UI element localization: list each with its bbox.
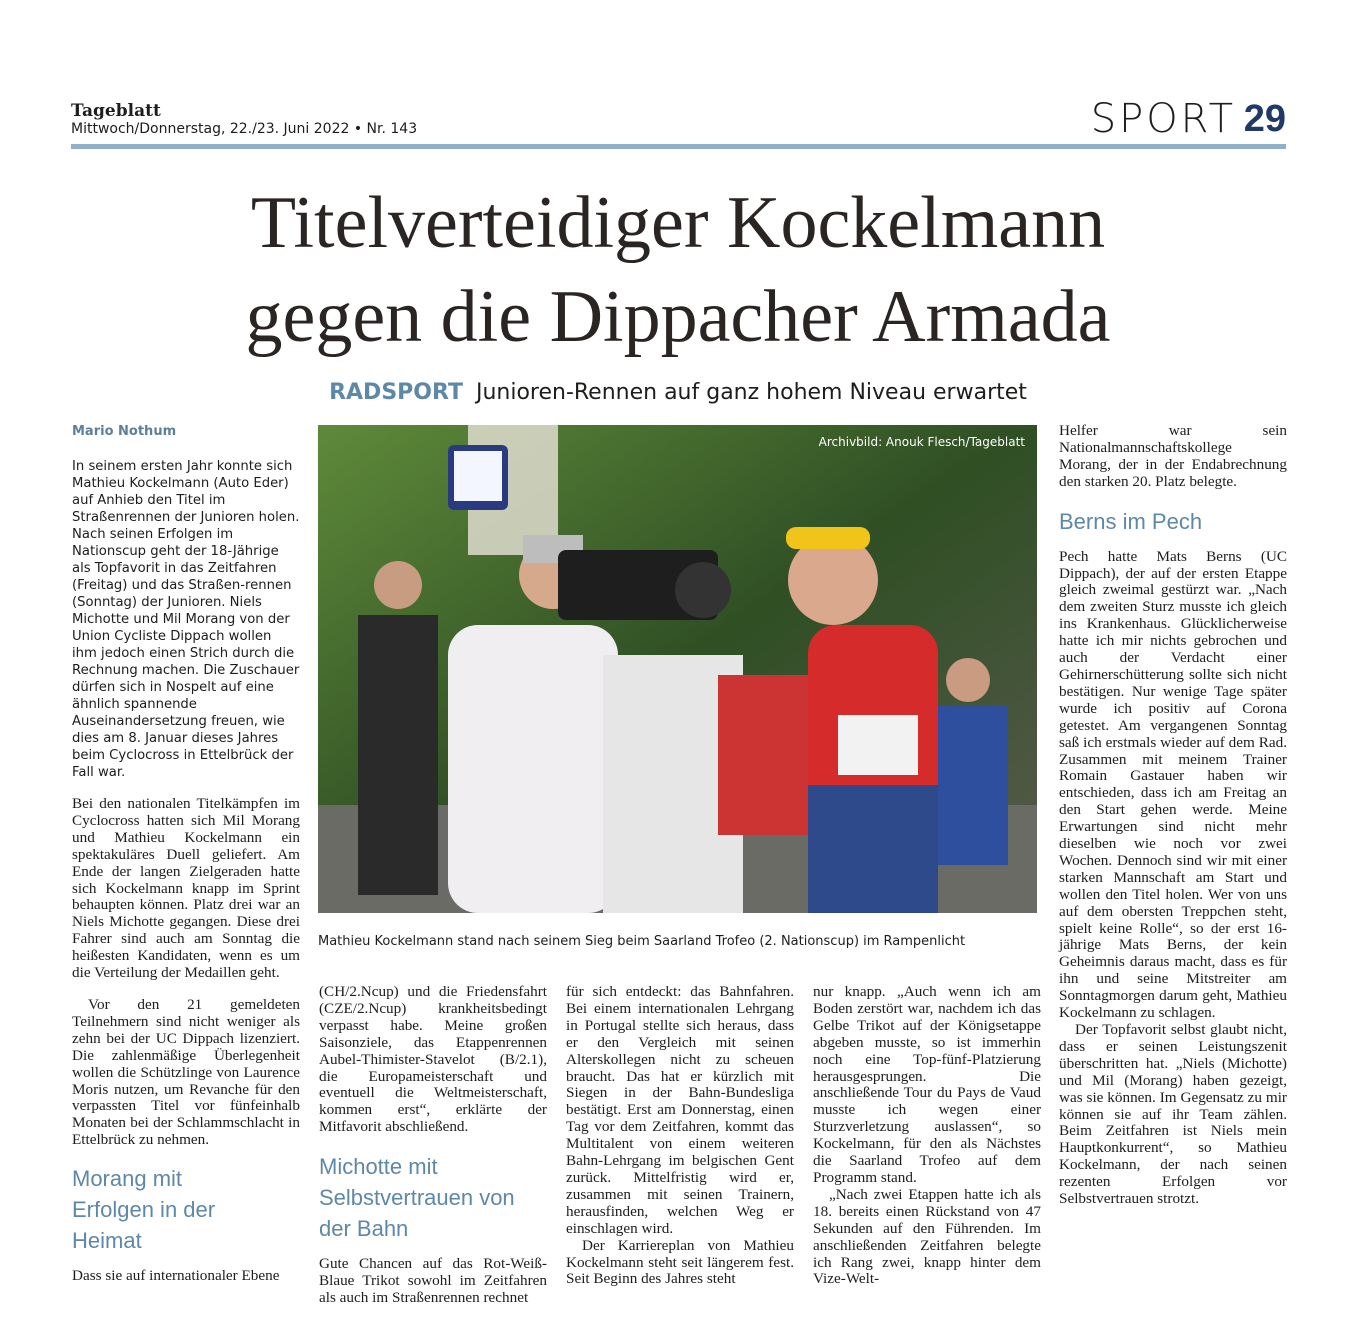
kicker-text: Junioren-Rennen auf ganz hohem Niveau erwartet (475, 380, 1027, 405)
subheading: Morang mit Erfolgen in der Heimat (72, 1166, 216, 1254)
paragraph: Pech hatte Mats Berns (UC Dippach), der auf der ersten Etappe gleich zweimal gestürzt war. „Nach dem zweiten Sturz musste ich gleich ins Krankenhaus. Glücklicherweise hatte ich mir nichts gebrochen und auch der Verdacht einer Gehirnerschütterung sollte sich nicht bestätigen. Nur wenige Tage später wurde ich positiv auf Corona getestet. Am vergangenen Sonntag saß ich erstmals wieder auf dem Rad. Zusammen mit meinem Trainer Romain Gastauer haben wir entschieden, dass ich am Freitag an den Start gehen werde. Meine Erwartungen sind nicht mehr dieselben wie noch vor zwei Wochen. Dennoch sind wir mit einer starken Mannschaft am Start und wollen den Titel holen. Wer von uns auf dem obersten Treppchen steht, spielt keine Rolle“, so der erst 16-jährige Mats Berns, der kein Geheimnis daraus macht, dass es für ihn und seine Mitstreiter am Sonntagmorgen darum geht, Mathieu Kockelmann zu schlagen. (1059, 547, 1287, 1022)
paragraph: Gute Chancen auf das Rot-Weiß-Blaue Trikot sowohl im Zeitfahren als auch im Straßenrennen rechnet (319, 1255, 547, 1306)
headline (0, 176, 1356, 364)
paragraph: Der Karriereplan von Mathieu Kockelmann steht seit längerem fest. Seit Beginn des Jahres steht (566, 1236, 794, 1288)
lead-paragraph: In seinem ersten Jahr konnte sich Mathieu Kockelmann (Auto Eder) auf Anhieb den Titel im Straßenrennen der Junioren holen. Nach seinen Erfolgen im Nationscup geht der 18-Jährige als Topfavorit in das Zeitfahren (Freitag) und das Straßen-rennen (Sonntag) der Junioren. Niels Michotte und Mil Morang von der Union Cycliste Dippach wollen ihm jedoch einen Strich durch die Rechnung machen. Die Zuschauer dürfen sich in Nospelt auf eine ähnlich spannende Auseinandersetzung freuen, wie dies am 8. Januar dieses Jahres beim Cyclocross in Ettelbrück der Fall war. (72, 459, 300, 780)
header-rule (71, 144, 1286, 149)
column-4 (813, 984, 1041, 1288)
column-5 (1059, 423, 1287, 1208)
paragraph: für sich entdeckt: das Bahnfahren. Bei einem internationalen Lehrgang in Portugal stellte sich heraus, dass er den Vergleich mit seinen Alterskollegen nicht zu scheuen braucht. Das hat er kürzlich mit Siegen in der Bahn-Bundesliga bestätigt. Erst am Donnerstag, einen Tag vor dem Zeitfahren, kommt das Multitalent von einem weiteren Bahn-Lehrgang im belgischen Gent zurück. Mittelfristig wird er, zusammen mit seinen Trainern, herausfinden, welchen Weg er einschlagen wird. (566, 983, 794, 1237)
paragraph: „Nach zwei Etappen hatte ich als 18. bereits einen Rückstand von 47 Sekunden auf den Führenden. Im anschließenden Zeitfahren belegte ich Rang zwei, knapp hinter dem Vize-Welt- (813, 1185, 1041, 1288)
article-photo (318, 425, 1037, 913)
photo-caption: Mathieu Kockelmann stand nach seinem Sieg beim Saarland Trofeo (2. Nationscup) im Rampenlicht (318, 934, 966, 949)
paragraph: (CH/2.Ncup) und die Friedensfahrt (CZE/2.Ncup) krankheitsbedingt verpasst habe. Meine großen Saisonziele, das Etappenrennen Aubel-Thimister-Stavelot (B/2.1), die Europameisterschaft und eventuell die Weltmeisterschaft, kommen erst“, erklärte der Mitfavorit abschließend. (319, 983, 547, 1136)
column-3 (566, 984, 794, 1288)
paragraph: Der Topfavorit selbst glaubt nicht, dass er seinen Leistungszenit überschritten hat. „Niels (Michotte) und Mil (Morang) haben gezeigt, was sie können. Im Gegensatz zu mir können sie auf ihr Team zählen. Beim Zeitfahren ist Niels mein Hauptkonkurrent“, so Mathieu Kockelmann, der nach seinen rezenten Erfolgen vor Selbstvertrauen strotzt. (1059, 1021, 1287, 1208)
paragraph: Helfer war sein Nationalmannschaftskollege Morang, der in der Endabrechnung den starken 20. Platz belegte. (1059, 422, 1287, 490)
section-title: SPORT (1090, 96, 1236, 142)
paragraph: Dass sie auf internationaler Ebene (72, 1267, 280, 1285)
headline-line-1: Titelverteidiger Kockelmann (250, 182, 1106, 264)
paragraph: Vor den 21 gemeldeten Teilnehmern sind nicht weniger als zehn bei der UC Dippach lizenziert. Die zahlenmäßige Überlegenheit wollen die Schützlinge von Laurence Moris nutzen, um Revanche für den verpassten Titel vor fünfeinhalb Monaten bei der Schlammschlacht in Ettelbrück zu nehmen. (72, 995, 300, 1149)
headline-line-2: gegen die Dippacher Armada (245, 276, 1111, 358)
photo-illustration (318, 425, 1037, 913)
paragraph: nur knapp. „Auch wenn ich am Boden zerstört war, nachdem ich das Gelbe Trikot auf der Königsetappe abgeben musste, so ist immerhin noch eine Top-fünf-Platzierung herausgesprungen. Die anschließende Tour du Pays de Vaud musste ich wegen einer Sturzverletzung auslassen“, so Kockelmann, für den als Nächstes die Saarland Trofeo auf dem Programm stand. (813, 983, 1041, 1186)
page-number: 29 (1243, 98, 1286, 140)
kicker (0, 380, 1356, 405)
subheading: Berns im Pech (1059, 508, 1203, 534)
column-1 (72, 458, 300, 1300)
issue-date: Mittwoch/Donnerstag, 22./23. Juni 2022 • Nr. 143 (71, 121, 418, 137)
byline: Mario Nothum (72, 424, 177, 439)
paragraph: Bei den nationalen Titelkämpfen im Cyclocross hatten sich Mil Morang und Mathieu Kockelmann ein spektakuläres Duell geliefert. Am Ende der langen Zielgeraden hatte sich Kockelmann knapp im Sprint behaupten können. Platz drei war an Niels Michotte gegangen. Diese drei Fahrer sind auch am Sonntag die heißesten Kandidaten, wenn es um die Verteilung der Medaillen geht. (72, 795, 300, 982)
subheading: Michotte mit Selbstvertrauen von der Bahn (319, 1154, 515, 1242)
column-2 (319, 984, 547, 1322)
newspaper-name: Tageblatt (71, 101, 161, 121)
photo-credit: Archivbild: Anouk Flesch/Tageblatt (818, 435, 1025, 449)
kicker-tag: RADSPORT (329, 380, 463, 405)
